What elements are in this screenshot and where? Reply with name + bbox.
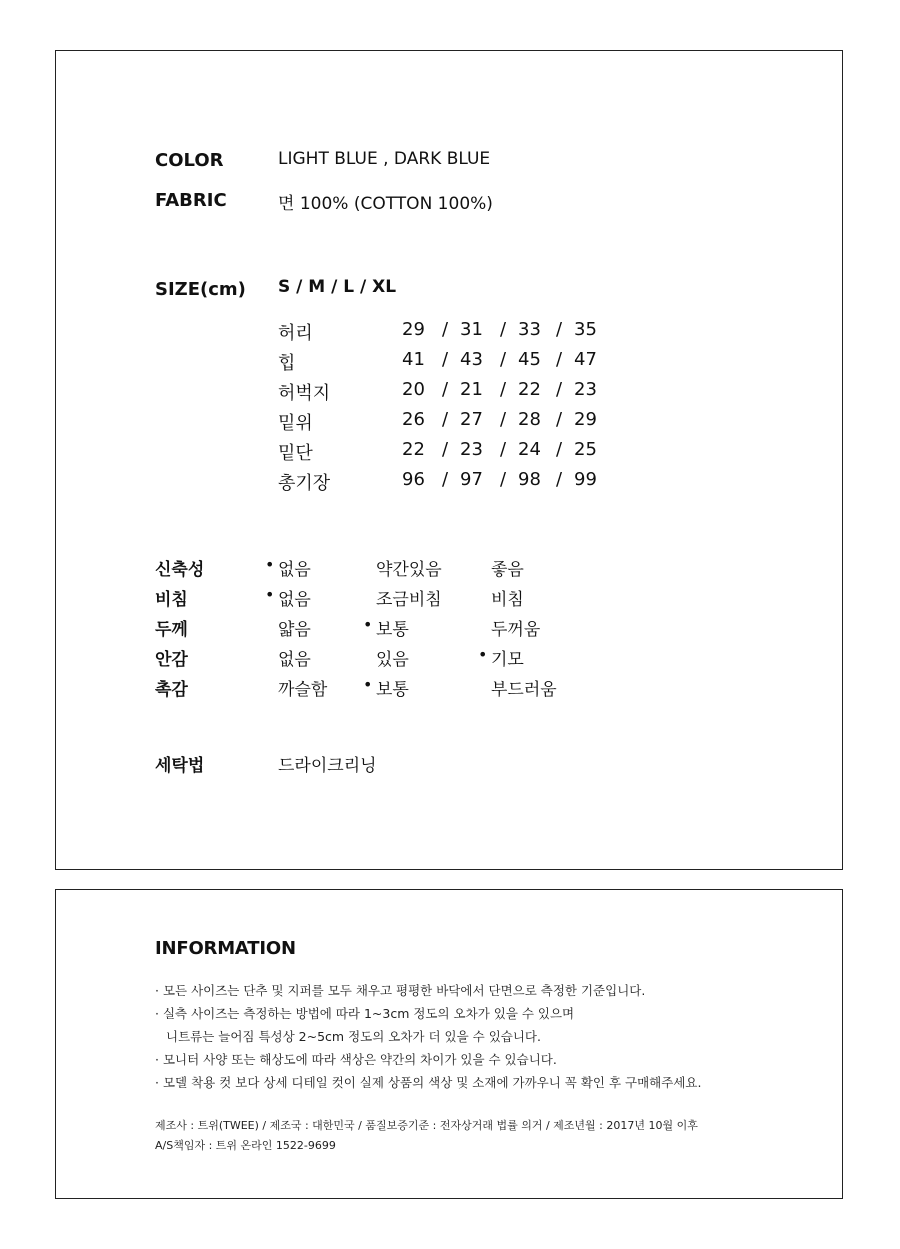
attribute-option-selected: • 없음	[278, 585, 311, 610]
size-value: 96	[402, 469, 425, 490]
size-value: 99	[574, 469, 597, 490]
attribute-option: 없음	[278, 650, 311, 670]
attribute-label: 비침	[155, 590, 188, 610]
size-separator: /	[556, 409, 563, 430]
fabric-label: FABRIC	[155, 190, 227, 211]
info-line: · 모니터 사양 또는 해상도에 따라 색상은 약간의 차이가 있을 수 있습니다.	[155, 1052, 557, 1067]
size-separator: /	[500, 319, 507, 340]
size-value: 23	[460, 439, 483, 460]
size-separator: /	[442, 319, 449, 340]
attribute-option: 얇음	[278, 620, 311, 640]
size-row-name: 허벅지	[278, 383, 331, 404]
attribute-label: 신축성	[155, 560, 205, 580]
size-value: 27	[460, 409, 483, 430]
spec-box	[55, 50, 843, 870]
size-separator: /	[556, 349, 563, 370]
size-separator: /	[442, 349, 449, 370]
size-value: 21	[460, 379, 483, 400]
size-row-name: 밑위	[278, 413, 313, 434]
size-value: 31	[460, 319, 483, 340]
information-box	[55, 889, 843, 1199]
size-value: 22	[518, 379, 541, 400]
attribute-option: 약간있음	[376, 560, 442, 580]
attribute-option-selected: • 기모	[491, 645, 524, 670]
color-label: COLOR	[155, 150, 224, 171]
attribute-option-selected: • 없음	[278, 555, 311, 580]
size-value: 35	[574, 319, 597, 340]
attribute-label: 촉감	[155, 680, 188, 700]
size-separator: /	[556, 439, 563, 460]
size-separator: /	[500, 469, 507, 490]
size-row-name: 허리	[278, 323, 313, 344]
size-value: 28	[518, 409, 541, 430]
color-value: LIGHT BLUE , DARK BLUE	[278, 149, 491, 169]
size-value: 33	[518, 319, 541, 340]
footer-line: 제조사 : 트위(TWEE) / 제조국 : 대한민국 / 품질보증기준 : 전자상거래 법률 의거 / 제조년월 : 2017년 10월 이후	[155, 1119, 698, 1132]
size-row-name: 총기장	[278, 473, 331, 494]
attribute-option-selected: • 보통	[376, 675, 409, 700]
size-separator: /	[500, 439, 507, 460]
size-value: 25	[574, 439, 597, 460]
info-line: 니트류는 늘어짐 특성상 2~5cm 정도의 오차가 더 있을 수 있습니다.	[166, 1029, 541, 1044]
washing-value: 드라이크리닝	[278, 756, 377, 776]
size-value: 98	[518, 469, 541, 490]
size-row-name: 밑단	[278, 443, 313, 464]
attribute-option: 부드러움	[491, 680, 557, 700]
size-value: 26	[402, 409, 425, 430]
size-options: S / M / L / XL	[278, 277, 397, 297]
size-value: 29	[574, 409, 597, 430]
attribute-label: 안감	[155, 650, 188, 670]
info-line: · 실측 사이즈는 측정하는 방법에 따라 1~3cm 정도의 오차가 있을 수 있으며	[155, 1006, 575, 1021]
information-title: INFORMATION	[155, 938, 296, 959]
attribute-option: 좋음	[491, 560, 524, 580]
size-label: SIZE(cm)	[155, 279, 246, 300]
size-value: 22	[402, 439, 425, 460]
size-value: 41	[402, 349, 425, 370]
size-separator: /	[442, 469, 449, 490]
size-separator: /	[500, 409, 507, 430]
info-line: · 모델 착용 컷 보다 상세 디테일 컷이 실제 상품의 색상 및 소재에 가까우니 꼭 확인 후 구매해주세요.	[155, 1075, 702, 1090]
attribute-label: 두께	[155, 620, 188, 640]
size-value: 20	[402, 379, 425, 400]
footer-line: A/S책임자 : 트위 온라인 1522-9699	[155, 1139, 336, 1152]
attribute-option: 있음	[376, 650, 409, 670]
size-separator: /	[500, 349, 507, 370]
attribute-option: 까슬함	[278, 680, 328, 700]
size-value: 24	[518, 439, 541, 460]
info-line: · 모든 사이즈는 단추 및 지퍼를 모두 채우고 평평한 바닥에서 단면으로 측정한 기준입니다.	[155, 983, 646, 998]
attribute-option-selected: • 보통	[376, 615, 409, 640]
size-row-name: 힙	[278, 353, 296, 374]
size-value: 29	[402, 319, 425, 340]
size-separator: /	[556, 319, 563, 340]
washing-label: 세탁법	[155, 756, 205, 776]
size-separator: /	[556, 379, 563, 400]
size-separator: /	[442, 439, 449, 460]
size-value: 47	[574, 349, 597, 370]
attribute-option: 두꺼움	[491, 620, 541, 640]
size-value: 23	[574, 379, 597, 400]
attribute-option: 조금비침	[376, 590, 442, 610]
size-separator: /	[442, 379, 449, 400]
size-separator: /	[500, 379, 507, 400]
size-value: 45	[518, 349, 541, 370]
size-value: 43	[460, 349, 483, 370]
attribute-option: 비침	[491, 590, 524, 610]
size-separator: /	[442, 409, 449, 430]
size-value: 97	[460, 469, 483, 490]
fabric-value: 면 100% (COTTON 100%)	[278, 194, 493, 214]
size-separator: /	[556, 469, 563, 490]
